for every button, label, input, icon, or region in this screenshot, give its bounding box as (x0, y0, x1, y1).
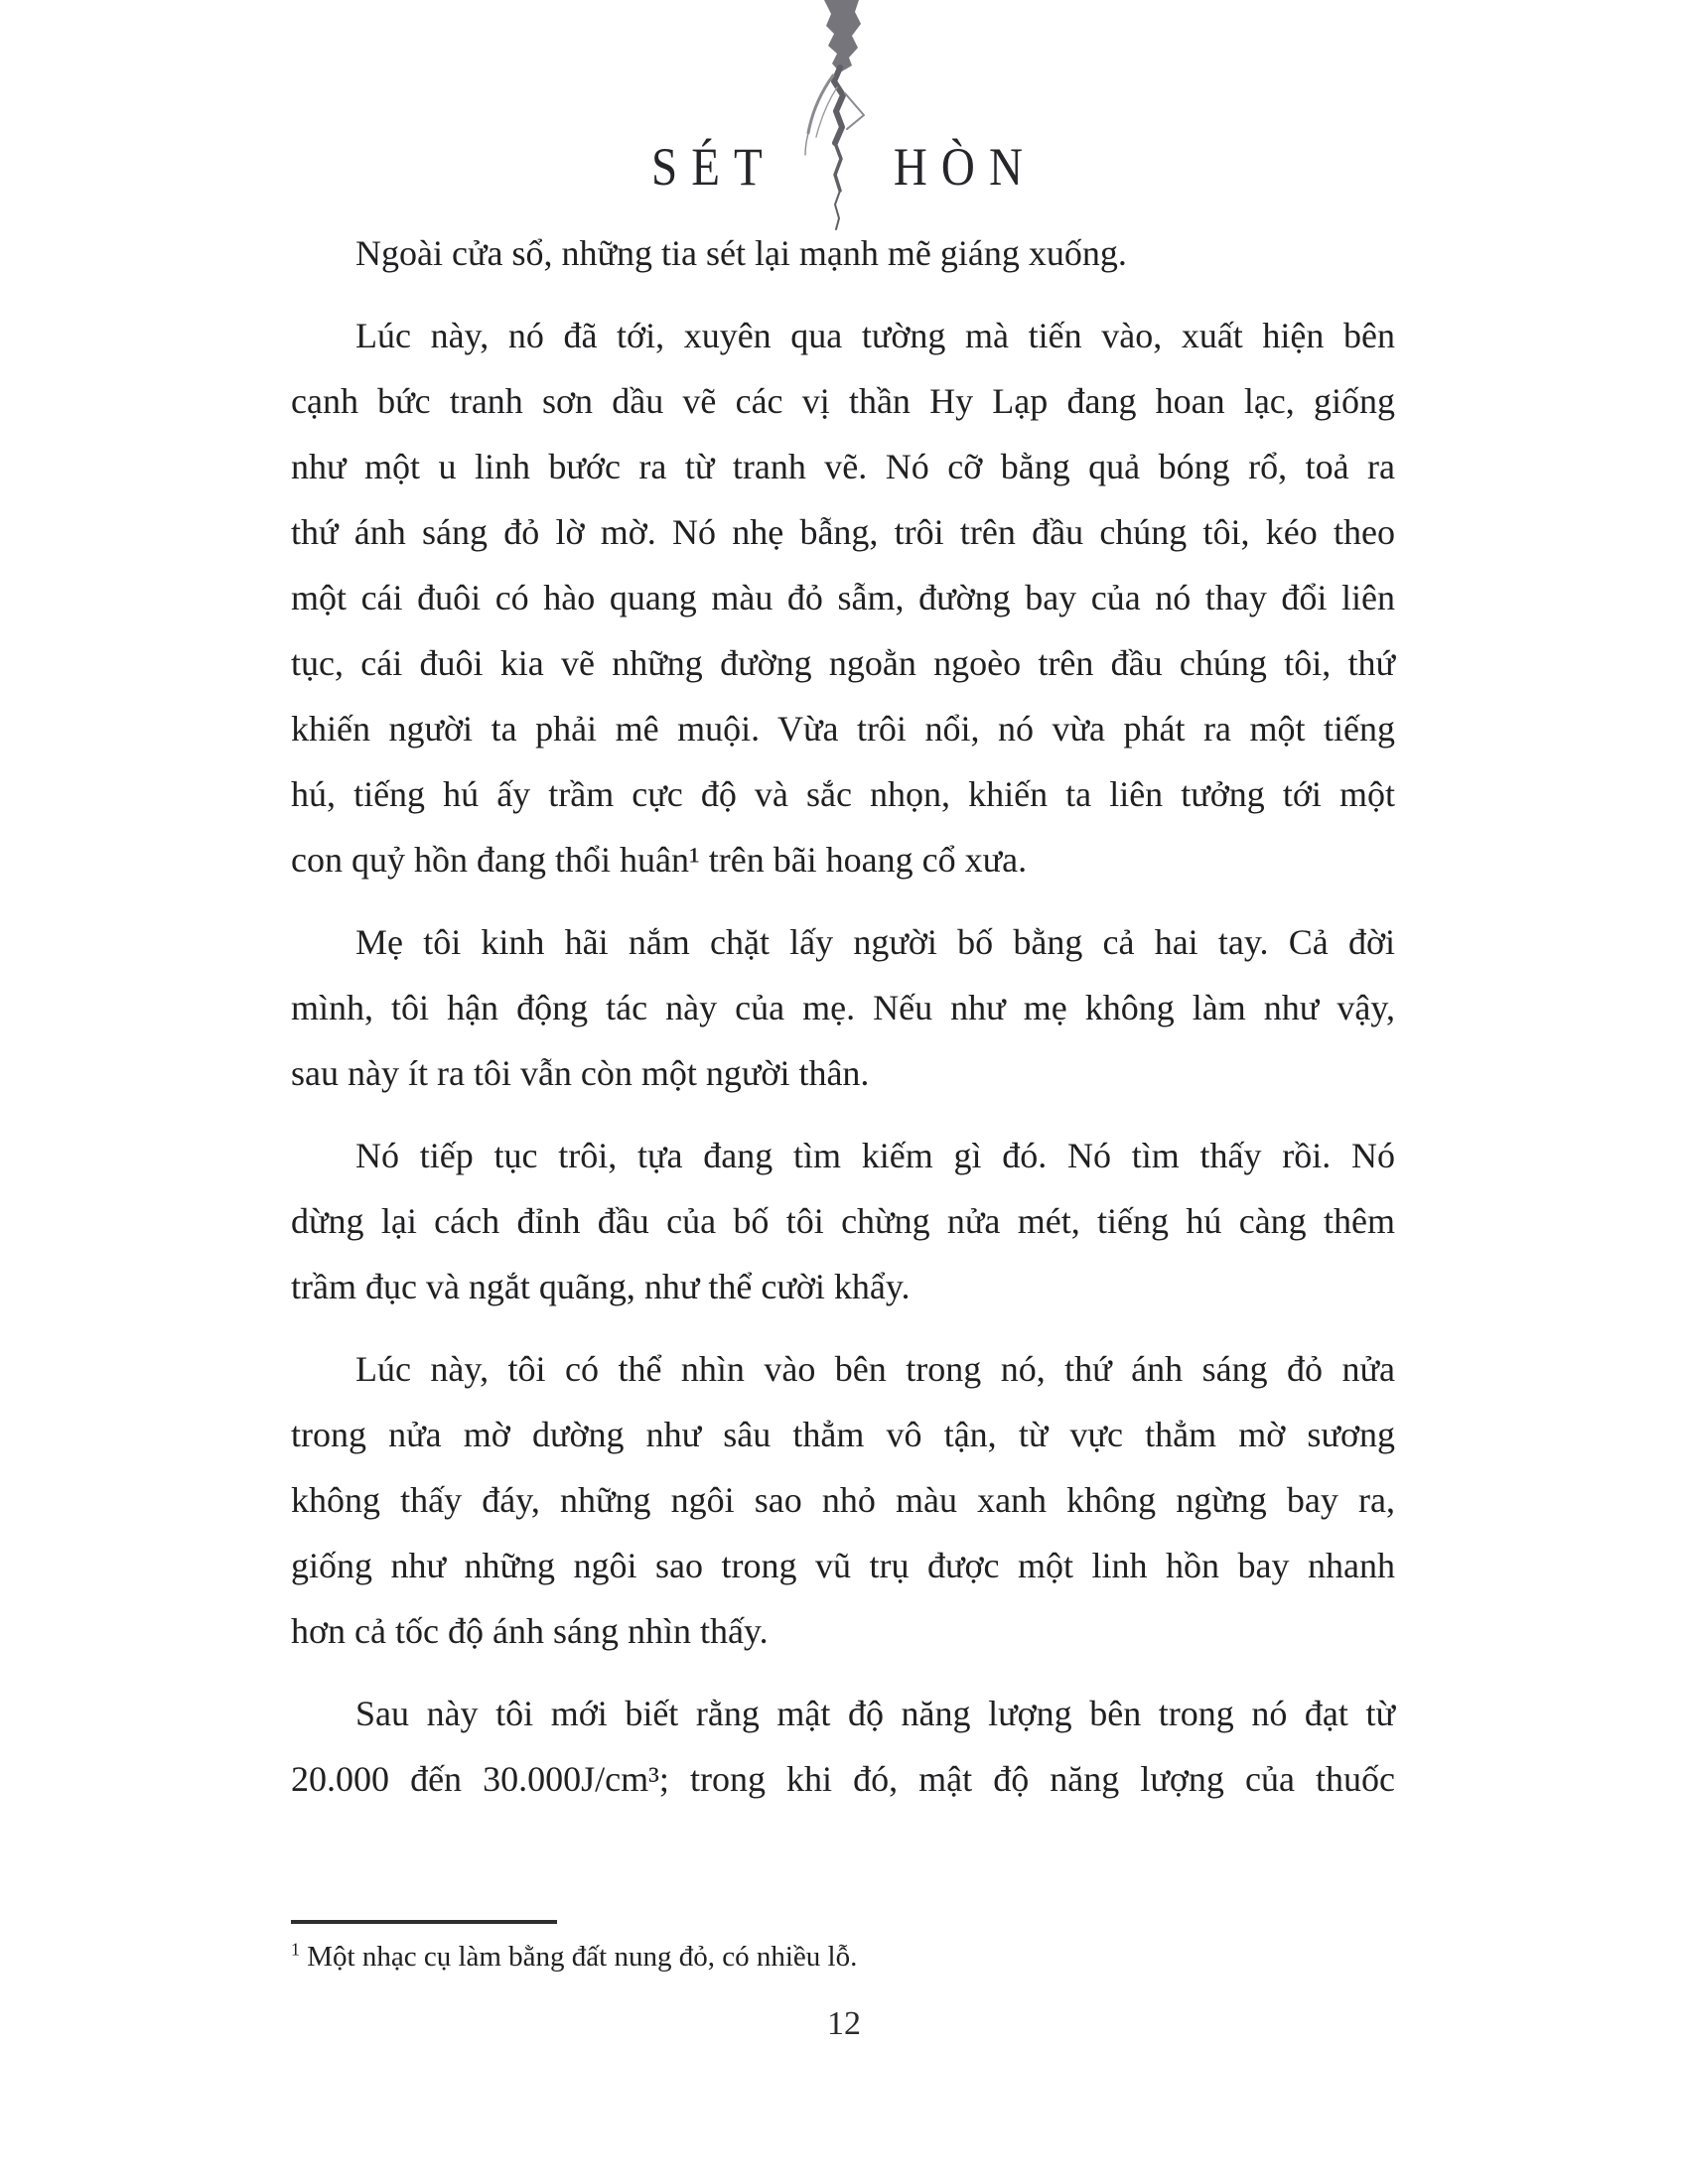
footnote-text: Một nhạc cụ làm bằng đất nung đỏ, có nhiều lỗ. (299, 1941, 858, 1973)
paragraph (291, 1681, 1395, 1812)
footnote-marker: 1 (291, 1939, 300, 1960)
text-line: không thấy đáy, những ngôi sao nhỏ màu xanh không ngừng bay ra, (291, 1480, 1395, 1520)
paragraph (291, 303, 1395, 892)
text-line: trầm đục và ngắt quãng, như thể cười khẩy. (291, 1267, 911, 1306)
text-line: 20.000 đến 30.000J/cm³; trong khi đó, mật độ năng lượng của thuốc (291, 1759, 1395, 1799)
text-line: một cái đuôi có hào quang màu đỏ sẫm, đường bay của nó thay đổi liên (291, 578, 1395, 617)
text-line: cạnh bức tranh sơn dầu vẽ các vị thần Hy Lạp đang hoan lạc, giống (291, 381, 1395, 421)
text-line: Ngoài cửa sổ, những tia sét lại mạnh mẽ giáng xuống. (355, 233, 1127, 273)
text-line: trong nửa mờ dường như sâu thẳm vô tận, từ vực thẳm mờ sương (291, 1415, 1395, 1454)
lightning-bolt-icon (784, 0, 904, 233)
chapter-title-left: SÉT (651, 138, 776, 198)
body-text (291, 220, 1395, 1812)
text-line: thứ ánh sáng đỏ lờ mờ. Nó nhẹ bẫng, trôi trên đầu chúng tôi, kéo theo (291, 512, 1395, 552)
text-line: Lúc này, nó đã tới, xuyên qua tường mà tiến vào, xuất hiện bên (355, 316, 1395, 355)
text-line: sau này ít ra tôi vẫn còn một người thân. (291, 1053, 870, 1093)
text-line: Nó tiếp tục trôi, tựa đang tìm kiếm gì đó. Nó tìm thấy rồi. Nó (355, 1136, 1395, 1175)
paragraph (291, 1336, 1395, 1664)
paragraph (291, 220, 1395, 286)
text-line: Lúc này, tôi có thể nhìn vào bên trong nó, thứ ánh sáng đỏ nửa (355, 1349, 1395, 1389)
chapter-title-right: HÒN (893, 138, 1037, 198)
text-line: hú, tiếng hú ấy trầm cực độ và sắc nhọn, khiến ta liên tưởng tới một (291, 774, 1395, 814)
text-line: khiến người ta phải mê muội. Vừa trôi nổi, nó vừa phát ra một tiếng (291, 709, 1395, 749)
text-line: mình, tôi hận động tác này của mẹ. Nếu như mẹ không làm như vậy, (291, 988, 1395, 1027)
page-number: 12 (827, 2005, 861, 2042)
text-line: con quỷ hồn đang thổi huân¹ trên bãi hoang cổ xưa. (291, 840, 1028, 880)
footnote (291, 1936, 1264, 1978)
text-line: hơn cả tốc độ ánh sáng nhìn thấy. (291, 1611, 769, 1651)
text-line: như một u linh bước ra từ tranh vẽ. Nó cỡ bằng quả bóng rổ, toả ra (291, 447, 1395, 486)
text-line: giống như những ngôi sao trong vũ trụ được một linh hồn bay nhanh (291, 1546, 1395, 1585)
text-line: tục, cái đuôi kia vẽ những đường ngoằn ngoèo trên đầu chúng tôi, thứ (291, 643, 1395, 683)
paragraph (291, 1123, 1395, 1319)
footnote-divider (291, 1920, 557, 1924)
text-line: Mẹ tôi kinh hãi nắm chặt lấy người bố bằng cả hai tay. Cả đời (355, 922, 1395, 962)
text-line: Sau này tôi mới biết rằng mật độ năng lượng bên trong nó đạt từ (355, 1694, 1395, 1733)
text-line: dừng lại cách đỉnh đầu của bố tôi chừng nửa mét, tiếng hú càng thêm (291, 1201, 1395, 1241)
bolt-column (824, 0, 861, 72)
paragraph (291, 909, 1395, 1106)
